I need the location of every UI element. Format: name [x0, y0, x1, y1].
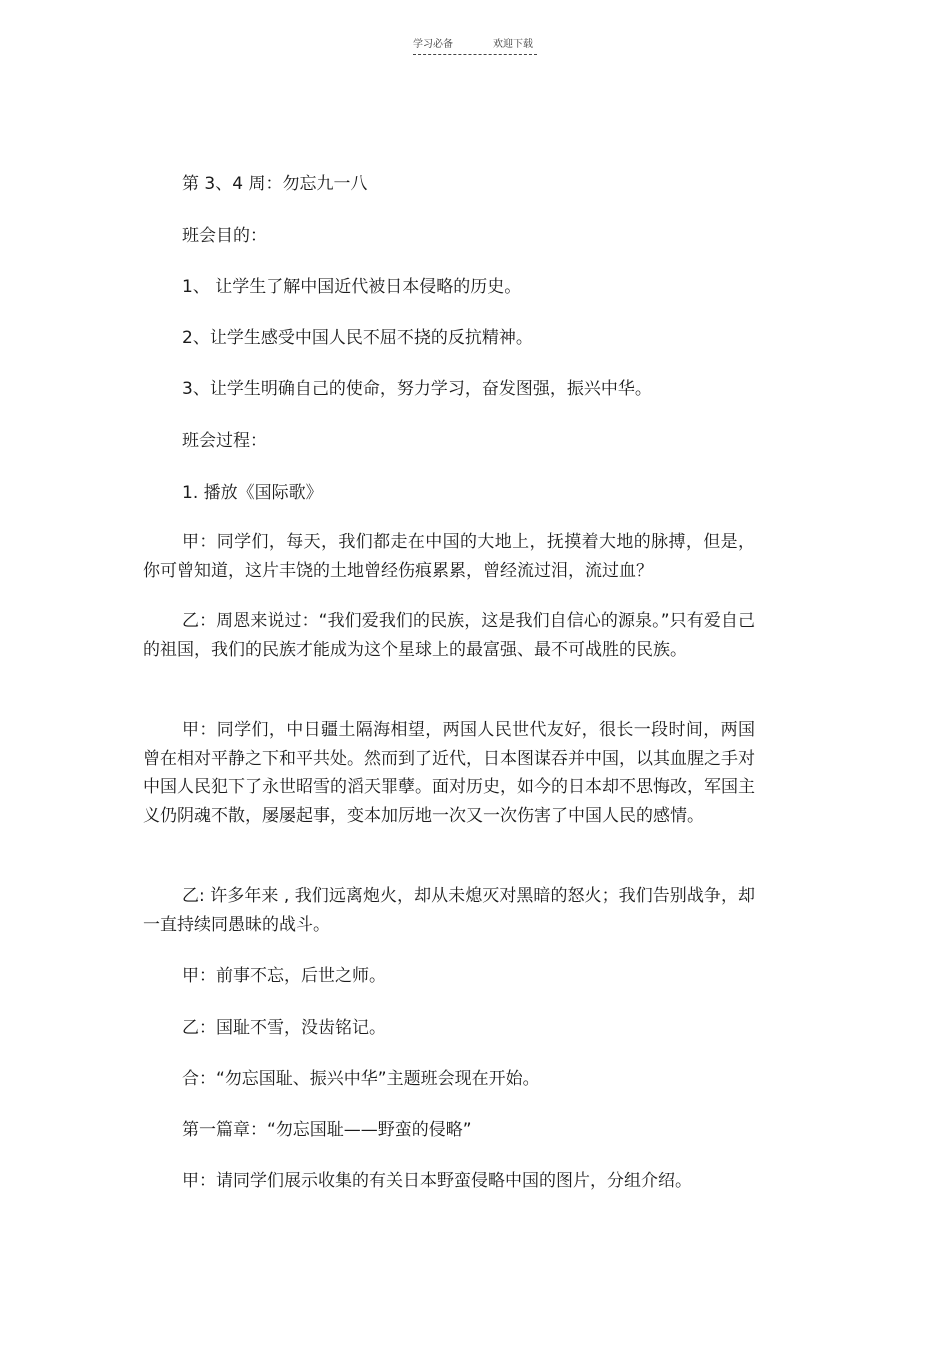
dialogue-paragraph-2: 乙：周恩来说过：“我们爱我们的民族，这是我们自信心的源泉。”只有爱自己的祖国，我们的民族才能成为这个星球上的最富强、最不可战胜的民族。	[143, 611, 755, 660]
goal-item-2: 2、让学生感受中国人民不屈不挠的反抗精神。	[182, 328, 533, 348]
dialogue-line-2: 乙：国耻不雪，没齿铭记。	[182, 1018, 386, 1038]
dialogue-line-3: 合：“勿忘国耻、振兴中华”主题班会现在开始。	[182, 1069, 540, 1089]
process-heading: 班会过程：	[182, 431, 267, 451]
step-1: 1. 播放《国际歌》	[182, 483, 323, 503]
header-right-text: 欢迎下载	[493, 39, 533, 50]
header-dashed-rule	[413, 54, 537, 55]
document-title: 第 3、4 周：勿忘九一八	[182, 174, 368, 194]
dialogue-line-1: 甲：前事不忘，后世之师。	[182, 966, 386, 986]
goal-item-3: 3、让学生明确自己的使命，努力学习，奋发图强，振兴中华。	[182, 379, 652, 399]
dialogue-line-4: 甲：请同学们展示收集的有关日本野蛮侵略中国的图片，分组介绍。	[182, 1171, 692, 1191]
dialogue-paragraph-1: 甲：同学们，每天，我们都走在中国的大地上，抚摸着大地的脉搏，但是，你可曾知道，这片丰饶的土地曾经伤痕累累，曾经流过泪，流过血？	[143, 532, 755, 581]
header-left-text: 学习必备	[413, 39, 453, 50]
chapter-heading: 第一篇章：“勿忘国耻——野蛮的侵略”	[182, 1120, 472, 1140]
goal-item-1: 1、 让学生了解中国近代被日本侵略的历史。	[182, 277, 522, 297]
dialogue-paragraph-3: 甲：同学们，中日疆土隔海相望，两国人民世代友好，很长一段时间，两国曾在相对平静之下和平共处。然而到了近代，日本图谋吞并中国，以其血腥之手对中国人民犯下了永世昭雪的滔天罪孽。面对历史，如今的日本却不思悔改，军国主义仍阴魂不散，屡屡起事，变本加厉地一次又一次伤害了中国人民的感情。	[143, 720, 755, 826]
dialogue-paragraph-4: 乙: 许多年来 , 我们远离炮火，却从未熄灭对黑暗的怒火；我们告别战争，却一直持续同愚昧的战斗。	[143, 886, 755, 935]
purpose-heading: 班会目的：	[182, 226, 267, 246]
